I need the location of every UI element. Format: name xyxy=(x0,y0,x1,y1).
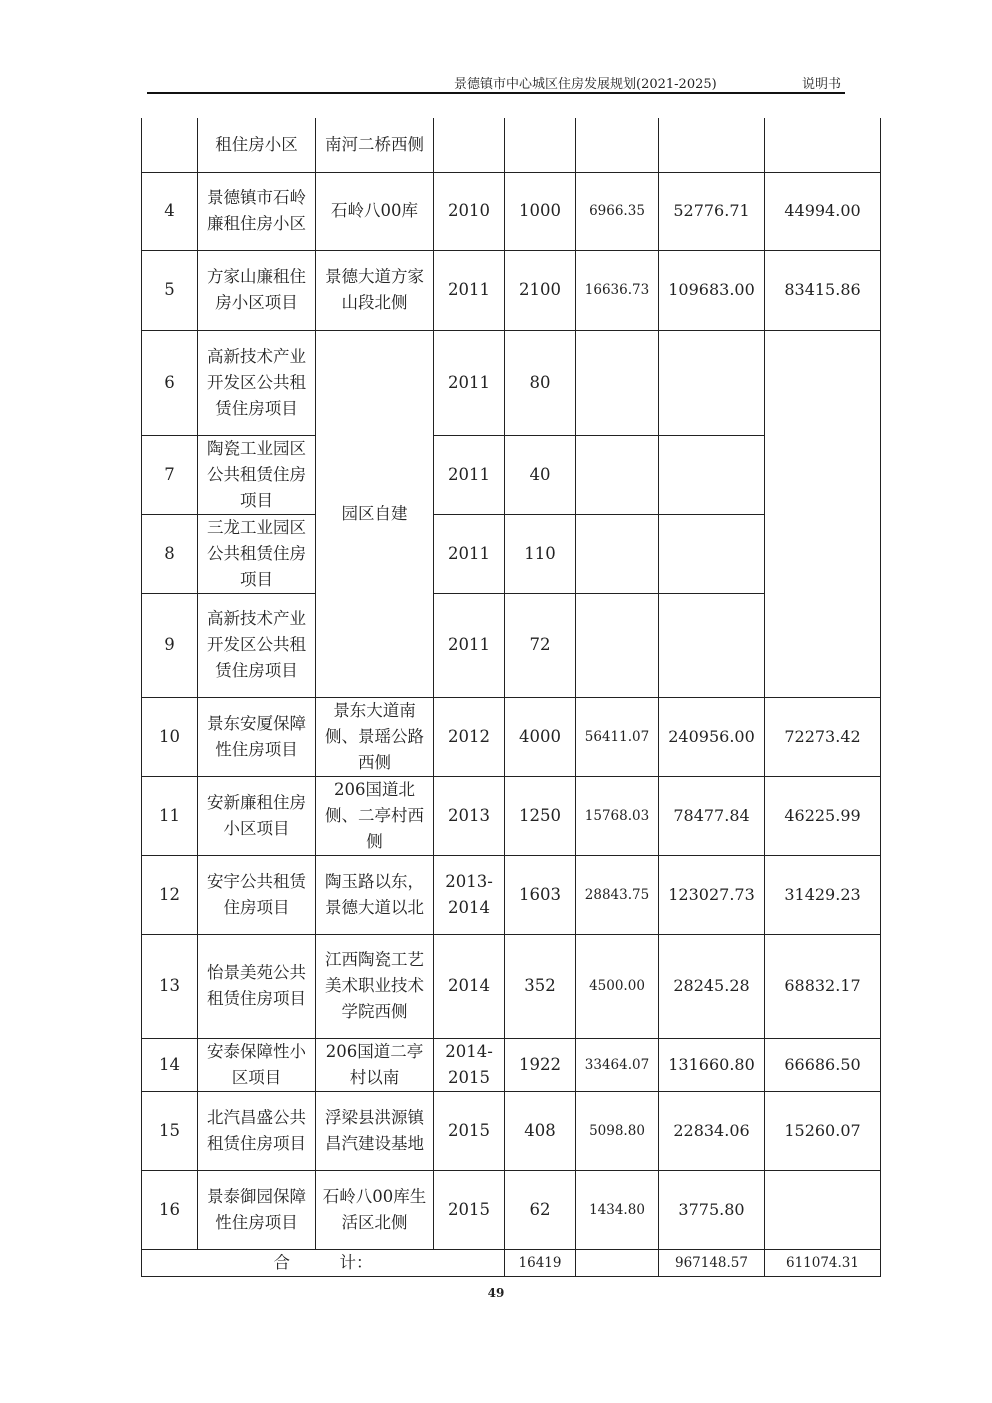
total-label: 合 计： xyxy=(142,1249,505,1276)
cell-c7: 46225.99 xyxy=(765,776,881,855)
cell-c7: 83415.86 xyxy=(765,250,881,330)
cell-c5: 28843.75 xyxy=(576,855,659,934)
cell-name: 三龙工业园区公共租赁住房项目 xyxy=(198,514,316,593)
cell-name: 安宇公共租赁住房项目 xyxy=(198,855,316,934)
cell-c7 xyxy=(765,1170,881,1249)
cell-location: 206国道北侧、二亭村西侧 xyxy=(316,776,434,855)
cell-year: 2011 xyxy=(434,435,505,514)
cell-c5: 15768.03 xyxy=(576,776,659,855)
cell-location: 浮梁县洪源镇昌汽建设基地 xyxy=(316,1091,434,1170)
cell-no: 14 xyxy=(142,1038,198,1091)
cell-c7-merged xyxy=(765,330,881,697)
cell-c7: 72273.42 xyxy=(765,697,881,776)
cell-c7 xyxy=(765,118,881,172)
document-type-label: 说明书 xyxy=(801,77,841,92)
table-row xyxy=(142,1038,881,1091)
cell-units: 1922 xyxy=(505,1038,576,1091)
cell-no: 5 xyxy=(142,250,198,330)
cell-year: 2011 xyxy=(434,330,505,435)
cell-c6 xyxy=(659,514,765,593)
cell-no: 12 xyxy=(142,855,198,934)
cell-c6 xyxy=(659,118,765,172)
total-c7: 611074.31 xyxy=(765,1249,881,1276)
cell-year: 2013-2014 xyxy=(434,855,505,934)
cell-year: 2015 xyxy=(434,1170,505,1249)
cell-c5: 6966.35 xyxy=(576,172,659,250)
cell-c5 xyxy=(576,514,659,593)
cell-no: 8 xyxy=(142,514,198,593)
cell-units: 1000 xyxy=(505,172,576,250)
cell-location: 石岭八00库 xyxy=(316,172,434,250)
cell-no xyxy=(142,118,198,172)
cell-c5 xyxy=(576,330,659,435)
table-row xyxy=(142,172,881,250)
cell-c6 xyxy=(659,435,765,514)
cell-units: 2100 xyxy=(505,250,576,330)
cell-year: 2011 xyxy=(434,593,505,697)
cell-name: 安新廉租住房小区项目 xyxy=(198,776,316,855)
cell-c5: 4500.00 xyxy=(576,934,659,1038)
cell-year: 2011 xyxy=(434,514,505,593)
cell-name: 景泰御园保障性住房项目 xyxy=(198,1170,316,1249)
total-units: 16419 xyxy=(505,1249,576,1276)
table-row xyxy=(142,330,881,435)
cell-name: 高新技术产业开发区公共租赁住房项目 xyxy=(198,330,316,435)
cell-location: 石岭八00库生活区北侧 xyxy=(316,1170,434,1249)
cell-c5: 56411.07 xyxy=(576,697,659,776)
cell-c6 xyxy=(659,593,765,697)
cell-no: 4 xyxy=(142,172,198,250)
total-row xyxy=(142,1249,881,1276)
cell-c6: 240956.00 xyxy=(659,697,765,776)
cell-units: 352 xyxy=(505,934,576,1038)
cell-c7: 66686.50 xyxy=(765,1038,881,1091)
cell-no: 6 xyxy=(142,330,198,435)
cell-name: 怡景美苑公共租赁住房项目 xyxy=(198,934,316,1038)
cell-year: 2014 xyxy=(434,934,505,1038)
cell-year xyxy=(434,118,505,172)
cell-units: 1250 xyxy=(505,776,576,855)
cell-c5: 16636.73 xyxy=(576,250,659,330)
table-row xyxy=(142,118,881,172)
cell-name: 方家山廉租住房小区项目 xyxy=(198,250,316,330)
cell-location-merged: 园区自建 xyxy=(316,330,434,697)
cell-name: 景东安厦保障性住房项目 xyxy=(198,697,316,776)
cell-units: 4000 xyxy=(505,697,576,776)
cell-name: 北汽昌盛公共租赁住房项目 xyxy=(198,1091,316,1170)
cell-units: 62 xyxy=(505,1170,576,1249)
cell-c5 xyxy=(576,118,659,172)
cell-c5 xyxy=(576,435,659,514)
cell-c5: 1434.80 xyxy=(576,1170,659,1249)
cell-location: 南河二桥西侧 xyxy=(316,118,434,172)
cell-c5: 33464.07 xyxy=(576,1038,659,1091)
cell-c7: 15260.07 xyxy=(765,1091,881,1170)
cell-location: 景东大道南侧、景瑶公路西侧 xyxy=(316,697,434,776)
cell-c6 xyxy=(659,330,765,435)
cell-c5: 5098.80 xyxy=(576,1091,659,1170)
cell-units: 1603 xyxy=(505,855,576,934)
cell-c6: 22834.06 xyxy=(659,1091,765,1170)
table-row xyxy=(142,250,881,330)
cell-location: 206国道二亭村以南 xyxy=(316,1038,434,1091)
cell-c6: 123027.73 xyxy=(659,855,765,934)
cell-year: 2010 xyxy=(434,172,505,250)
cell-year: 2011 xyxy=(434,250,505,330)
cell-c6: 3775.80 xyxy=(659,1170,765,1249)
cell-c6: 78477.84 xyxy=(659,776,765,855)
cell-c7: 44994.00 xyxy=(765,172,881,250)
cell-c6: 28245.28 xyxy=(659,934,765,1038)
cell-name: 陶瓷工业园区公共租赁住房项目 xyxy=(198,435,316,514)
cell-units xyxy=(505,118,576,172)
cell-units: 110 xyxy=(505,514,576,593)
cell-location: 江西陶瓷工艺美术职业技术学院西侧 xyxy=(316,934,434,1038)
cell-year: 2014-2015 xyxy=(434,1038,505,1091)
cell-no: 9 xyxy=(142,593,198,697)
cell-c6: 131660.80 xyxy=(659,1038,765,1091)
cell-units: 72 xyxy=(505,593,576,697)
table-row xyxy=(142,1091,881,1170)
cell-units: 80 xyxy=(505,330,576,435)
table-row xyxy=(142,1170,881,1249)
cell-location: 景德大道方家山段北侧 xyxy=(316,250,434,330)
cell-c7: 31429.23 xyxy=(765,855,881,934)
document-title: 景德镇市中心城区住房发展规划(2021-2025) xyxy=(454,77,717,92)
cell-name: 租住房小区 xyxy=(198,118,316,172)
cell-no: 15 xyxy=(142,1091,198,1170)
table-row xyxy=(142,697,881,776)
cell-units: 408 xyxy=(505,1091,576,1170)
page-header xyxy=(147,70,845,94)
cell-no: 16 xyxy=(142,1170,198,1249)
page-number: 49 xyxy=(487,1286,505,1300)
cell-name: 安泰保障性小区项目 xyxy=(198,1038,316,1091)
total-c5 xyxy=(576,1249,659,1276)
cell-no: 7 xyxy=(142,435,198,514)
cell-year: 2015 xyxy=(434,1091,505,1170)
cell-c7: 68832.17 xyxy=(765,934,881,1038)
cell-no: 10 xyxy=(142,697,198,776)
cell-name: 高新技术产业开发区公共租赁住房项目 xyxy=(198,593,316,697)
cell-year: 2013 xyxy=(434,776,505,855)
table-row xyxy=(142,855,881,934)
cell-c6: 109683.00 xyxy=(659,250,765,330)
cell-units: 40 xyxy=(505,435,576,514)
cell-no: 13 xyxy=(142,934,198,1038)
table-row xyxy=(142,934,881,1038)
housing-projects-table xyxy=(141,118,881,1277)
cell-c6: 52776.71 xyxy=(659,172,765,250)
table-row xyxy=(142,776,881,855)
cell-location: 陶玉路以东，景德大道以北 xyxy=(316,855,434,934)
cell-no: 11 xyxy=(142,776,198,855)
cell-year: 2012 xyxy=(434,697,505,776)
total-c6: 967148.57 xyxy=(659,1249,765,1276)
cell-c5 xyxy=(576,593,659,697)
cell-name: 景德镇市石岭廉租住房小区 xyxy=(198,172,316,250)
